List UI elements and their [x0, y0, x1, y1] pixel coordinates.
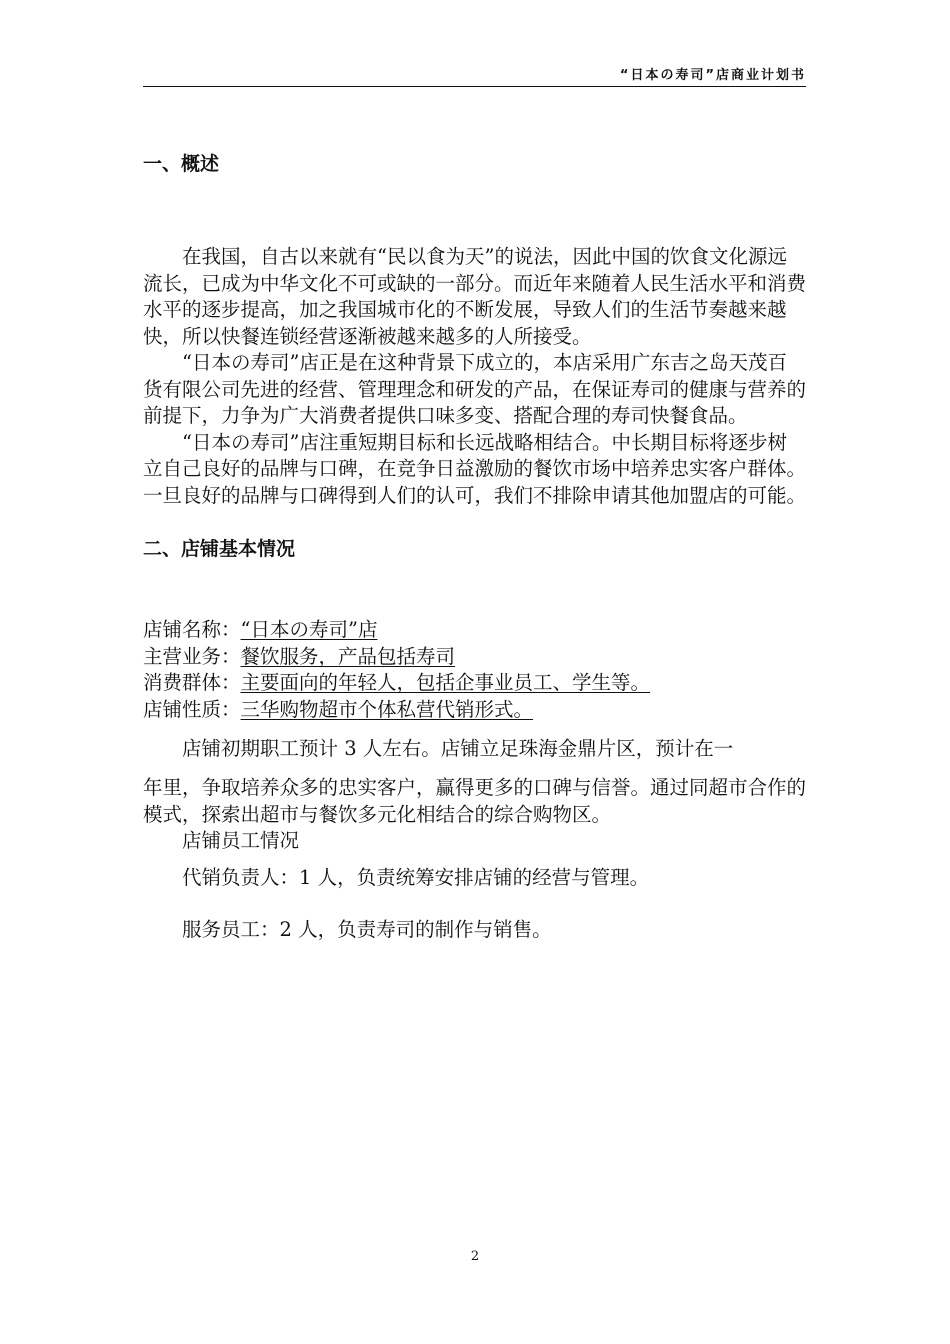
- paragraph-background: 在我国，自古以来就有“民以食为天”的说法，因此中国的饮食文化源远流长，已成为中华文化不可或缺的一部分。而近年来随着人民生活水平和消费水平的逐步提高，加之我国城市化的不断发展，导致人们的生活节奏越来越快，所以快餐连锁经营逐渐被越来越多的人所接受。: [143, 245, 807, 348]
- info-row-business: [143, 644, 806, 671]
- staff-title: 店铺员工情况: [182, 829, 300, 852]
- info-row-customers: [143, 670, 806, 697]
- info-value: 三华购物超市个体私营代销形式。: [240, 697, 534, 721]
- info-label: 店铺名称：: [143, 618, 241, 641]
- paragraph-staffing-rest: 年里，争取培养众多的忠实客户，赢得更多的口碑与信誉。通过同超市合作的模式，探索出超市与餐饮多元化相结合的综合购物区。: [143, 776, 807, 826]
- section-heading-store-info: 二、店铺基本情况: [143, 538, 296, 560]
- document-body: [143, 146, 806, 944]
- info-row-store-name: [143, 617, 806, 644]
- staff-item-manager: 代销负责人：1 人，负责统筹安排店铺的经营与管理。: [182, 865, 650, 889]
- info-row-nature: [143, 697, 806, 724]
- page-number: 2: [470, 1249, 480, 1264]
- info-value: 餐饮服务，产品包括寿司: [240, 644, 456, 668]
- section-heading-overview: 一、概述: [143, 153, 220, 175]
- paragraph-staffing-line1: 店铺初期职工预计 3 人左右。店铺立足珠海金鼎片区，预计在一: [182, 737, 734, 760]
- paragraph-establishment: “日本の寿司”店正是在这种背景下成立的，本店采用广东吉之岛天茂百货有限公司先进的经营、管理理念和研发的产品，在保证寿司的健康与营养的前提下，力争为广大消费者提供口味多变、搭配合理的寿司快餐食品。: [143, 351, 807, 427]
- page-header: “日本の寿司”店商业计划书: [619, 68, 806, 83]
- info-label: 消费群体：: [143, 671, 241, 694]
- info-value: “日本の寿司”店: [240, 618, 378, 641]
- info-value: 主要面向的年轻人，包括企事业员工、学生等。: [240, 671, 651, 694]
- paragraph-goals: “日本の寿司”店注重短期目标和长远战略相结合。中长期目标将逐步树立自己良好的品牌与口碑，在竞争日益激励的餐饮市场中培养忠实客户群体。一旦良好的品牌与口碑得到人们的认可，我们不排除申请其他加盟店的可能。: [143, 430, 807, 507]
- header-rule: [143, 86, 806, 87]
- info-label: 店铺性质：: [143, 697, 241, 721]
- staff-item-service: 服务员工：2 人，负责寿司的制作与销售。: [182, 918, 552, 941]
- info-label: 主营业务：: [143, 644, 241, 668]
